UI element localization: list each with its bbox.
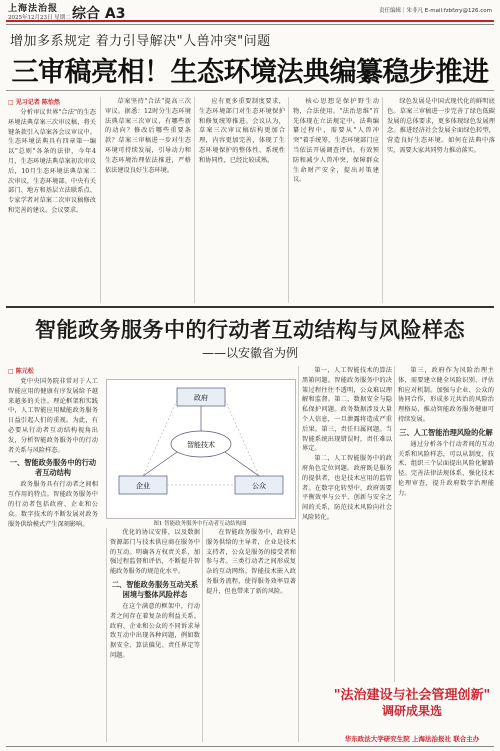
- edge: [225, 452, 259, 476]
- paragraph: 分析审议世界"合法"的生态环境法典草案三次审议稿，将关键条款引入草案各会议审议中。生态环境法典具有四章第一编以"总则"各条的法律，今年4月，生态环境法典草案初次审议后，10月生态环境法典草案二次审议，生态环境部、中央有关部门、地方和基层立法联系点、专家学者对草案二次审议稿修改和完善的建议。会议要求。: [8, 109, 96, 214]
- article1-column: [100, 97, 191, 303]
- banner-subtitle: 调研成果选: [381, 704, 442, 718]
- paragraph: 通过分析各个行动者间的互动关系和风险样态，可以从制度、技术、组织三个层面提出风险化解路径。完善法律法规体系，强化技术伦理审查，提升政府数字治理能力。: [398, 440, 494, 497]
- masthead-rule: [6, 20, 494, 22]
- paragraph: 第一，人工智能技术的算法黑箱问题。智能政务服务中的决策过程往往不透明，公众难以理解和监督。第二，数据安全与隐私保护问题。政务数据涉及大量个人信息，一旦泄露将造成严重后果。第三，责任归属问题。当智能系统出现错误时，责任难以界定。: [302, 367, 392, 453]
- banner-organizers: 华东政法大学研究生院 上海法治报社 联合主办: [344, 735, 480, 743]
- section-name: 综合 A3: [72, 6, 126, 22]
- article1-kicker: 增加多系规定 着力引导解决"人兽冲突"问题: [10, 34, 271, 49]
- masthead-rule-thin: [6, 24, 494, 25]
- edge: [143, 452, 177, 476]
- article2-column: [394, 366, 494, 682]
- paragraph: 在智能政务服务中，政府是服务供给的主导者，企业是技术支持者，公众是服务的接受者和参与者。三类行动者之间形成复杂的互动网络。智能技术嵌入政务服务流程，使得服务效率显著提升，但也带来了新的风险。: [206, 529, 296, 595]
- paragraph: 核心思想是保护野生动物，合法使用。"法治思维"首先体现在立法规定中。法典编纂过程中，需要从"人兽冲突"着手统筹，生态环境部门应当依法开展调查评估，有效预防和减少人兽冲突，保障群众生命财产安全，提出对策建议。: [293, 98, 379, 184]
- article2-column: [298, 366, 392, 742]
- section-heading: 一、智能政务服务中的行动者互动结构: [9, 458, 97, 478]
- article1-column: [8, 108, 96, 303]
- bottom-rule: [6, 746, 494, 747]
- paragraph: 政务服务具有行动者之间相互作用的特点。智能政务服务中的行动者包括政府、企业和公众。数字技术的不断发展对政务服务供给模式产生深刻影响。: [8, 481, 98, 528]
- article2-subheadline: ——以安徽省为例: [201, 346, 298, 360]
- banner-title: "法治建设与社会管理创新": [333, 688, 491, 703]
- edge: [143, 400, 177, 476]
- paragraph: 优化的协议安排，以及数据资源部门与技术供应商在服务中的互动。明确各方权责关系，加强过程监督和评估，不断提升智能政务服务的规范化水平。: [110, 529, 200, 576]
- article-divider: [6, 306, 494, 308]
- article2-column: [106, 528, 200, 742]
- label-government: 政府: [194, 394, 208, 402]
- label-public: 公众: [252, 482, 266, 490]
- paragraph: 第三，政府作为风险治理主体，需要建立健全风险识别、评估和应对机制。加强与企业、公众的协同合作，形成多元共治的风险治理格局，推动智能政务服务健康可持续发展。: [398, 367, 494, 423]
- paragraph: 在这个满意的框架中，行动者之间存在着复杂的利益关系。政府、企业和公众的不同诉求导致互动中出现各种问题，例如数据安全、算法偏见、责任界定等问题。: [110, 602, 200, 659]
- article1-headline: 三审稿亮相！生态环境法典编纂稳步推进: [11, 57, 489, 88]
- interaction-structure-figure: [106, 379, 296, 519]
- paragraph: 党中央国务院非常对于人工智能应用的健康有序发展给予越来越多的关注。理论框架和实践中，人工智能应用赋能政务服务日益引起人们的重视。为此，有必要从行动者互动结构视角出发，分析智能政务服务中的行动者关系与风险样态。: [8, 378, 98, 454]
- label-ai-tech: 智能技术: [187, 441, 215, 449]
- paper-name: 上海法治报: [8, 4, 59, 14]
- headline-rule: [6, 90, 494, 91]
- editor-info: 责任编辑｜朱非凡 E-mail:fzbfzry@126.com: [379, 8, 492, 14]
- article1-column: [382, 97, 495, 303]
- figure-caption: 图1 智能政务服务中行动者互动结构图: [153, 521, 247, 527]
- structure-diagram: [107, 380, 295, 508]
- section-heading: 三、人工智能治理风险的化解: [399, 427, 493, 437]
- paragraph: 绿色发展是中国式现代化的鲜明底色。草案三审稿进一步完善了绿色低碳发展的总体要求，更多体现绿色发展理念。推进经济社会发展全面绿色转型，营造良好生态环境。如何在法典中落实，需要大家共同努力推动落实。: [387, 98, 495, 154]
- article2-column: [202, 528, 296, 742]
- paragraph: 草案坚持"合法"提高三次审议。据悉：12时分生态环境法典草案三次审议，有哪些新的动向？修改后哪些重要条款？草案三审稿进一步对生态环境可持续发展，引导动力和生态环境治理依法推进，严格依法建设良好生态环境。: [105, 98, 191, 174]
- section-heading: 二、智能政务服务互动关系困境与整体风险样态: [111, 579, 199, 599]
- label-enterprise: 企业: [136, 482, 150, 490]
- article2-column: [8, 377, 98, 742]
- edge: [225, 400, 259, 476]
- article1-byline: □ 见习记者 陈怡然: [8, 99, 60, 106]
- article2-byline: □ 陈元松: [8, 368, 34, 375]
- article1-column: [194, 97, 285, 303]
- paragraph: 第二，人工智能服务中的政府角色定位问题。政府既是服务的提供者，也是技术应用的监管者。在数字化转型中，政府需要平衡效率与公平、创新与安全之间的关系，防范技术风险向社会风险转化。: [302, 455, 392, 521]
- article1-column: [288, 97, 379, 303]
- issue-date: 2025年12月23日 星期二: [8, 15, 71, 21]
- series-banner: [330, 688, 494, 734]
- article2-headline: 智能政务服务中的行动者互动结构与风险样态: [35, 318, 465, 342]
- paragraph: 应有更多重要制度要求，生态环境部门对生态环境保护和修复统筹推进。会议认为，草案三次审议稿结构更加合理，内容更加完善，体现了生态环境保护的整体性、系统性和协同性，已经比较成熟。: [199, 98, 285, 164]
